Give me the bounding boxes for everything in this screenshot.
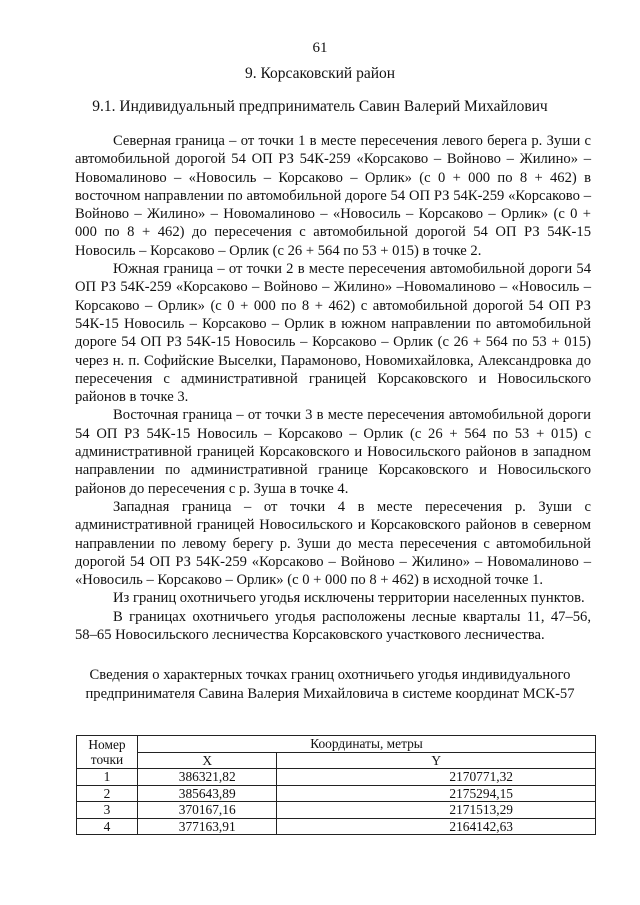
y-header: Y (277, 752, 596, 769)
x-value: 377163,91 (138, 818, 277, 835)
y-value: 2170771,32 (277, 769, 596, 786)
coordinates-header: Координаты, метры (138, 736, 596, 753)
boundary-description (75, 132, 591, 644)
table-subheader-row (77, 752, 596, 769)
y-value: 2164142,63 (277, 818, 596, 835)
table-row (77, 802, 596, 819)
forest-quarters-paragraph: В границах охотничьего угодья расположены лесные кварталы 11, 47–56, 58–65 Новосильского лесничества Корсаковского участкового лесничества. (75, 608, 591, 644)
north-boundary-paragraph: Северная граница – от точки 1 в месте пересечения левого берега р. Зуши с автомобильной дорогой 54 ОП РЗ 54К-259 «Корсаково – Войново – Жилино» – Новомалиново – «Новосиль – Корсаково – Орлик» (с 0 + 000 по 8 + 462) в восточном направлении по автомобильной дороге 54 ОП РЗ 54К-259 «Корсаково – Войново – Жилино» – Новомалиново – «Новосиль – Корсаково – Орлик» (с 0 + 000 по 8 + 462) до пересечения с автомобильной дорогой 54 ОП РЗ 54К-15 Новосиль – Корсаково – Орлик (с 26 + 564 по 53 + 015) в точке 2. (75, 133, 591, 259)
table-row (77, 769, 596, 786)
south-boundary-paragraph: Южная граница – от точки 2 в месте пересечения автомобильной дороги 54 ОП РЗ 54К-259 «Корсаково – Войново – Жилино» –Новомалиново – «Новосиль – Корсаково – Орлик» (с 0 + 000 по 8 + 462) с автомобильной дорогой 54 ОП РЗ 54К-15 Новосиль – Корсаково – Орлик в южном направлении по автомобильной дороге 54 ОП РЗ 54К-15 Новосиль – Корсаково – Орлик (с 26 + 564 по 53 + 015) через н. п. Софийские Выселки, Парамоново, Новомихайловка, Александровка до пересечения с административной границей Корсаковского и Новосильского районов в точке 3. (75, 261, 591, 406)
x-value: 370167,16 (138, 802, 277, 819)
exclusions-paragraph: Из границ охотничьего угодья исключены территории населенных пунктов. (113, 590, 585, 607)
y-value: 2175294,15 (277, 785, 596, 802)
table-row (77, 818, 596, 835)
page-number: 61 (312, 40, 328, 56)
point-number-header (77, 736, 138, 769)
coordinates-table (76, 735, 596, 835)
table-header-row (77, 736, 596, 753)
point-number: 1 (77, 769, 138, 786)
x-header: X (138, 752, 277, 769)
east-boundary-paragraph: Восточная граница – от точки 3 в месте пересечения автомобильной дороги 54 ОП РЗ 54К-15 Новосиль – Корсаково – Орлик (с 26 + 564 по 53 + 015) с административной границей Корсаковского и Новосильского районов в западном направлении по административной границе Корсаковского и Новосильского районов до пересечения с р. Зуша в точке 4. (75, 407, 591, 497)
table-caption: Сведения о характерных точках границ охотничьего угодья индивидуального предпринимателя Савина Валерия Михайловича в системе координат МСК-57 (85, 667, 575, 702)
table-row (77, 785, 596, 802)
y-value: 2171513,29 (277, 802, 596, 819)
point-number: 3 (77, 802, 138, 819)
subsection-title: 9.1. Индивидуальный предприниматель Савин Валерий Михайлович (92, 98, 548, 115)
point-number-header-line1: Номер (88, 736, 126, 752)
x-value: 385643,89 (138, 785, 277, 802)
west-boundary-paragraph: Западная граница – от точки 4 в месте пересечения р. Зуши с административной границей Новосильского и Корсаковского районов в северном направлении по левому берегу р. Зуши до места пересечения с автомобильной дорогой 54 ОП РЗ 54К-259 «Корсаково – Войново – Жилино» – Новомалиново – «Новосиль – Корсаково – Орлик» (с 0 + 000 по 8 + 462) в исходной точке 1. (75, 498, 591, 589)
section-title: 9. Корсаковский район (244, 65, 396, 82)
point-number: 2 (77, 785, 138, 802)
point-number: 4 (77, 818, 138, 835)
point-number-header-line2: точки (90, 752, 124, 767)
x-value: 386321,82 (138, 769, 277, 786)
